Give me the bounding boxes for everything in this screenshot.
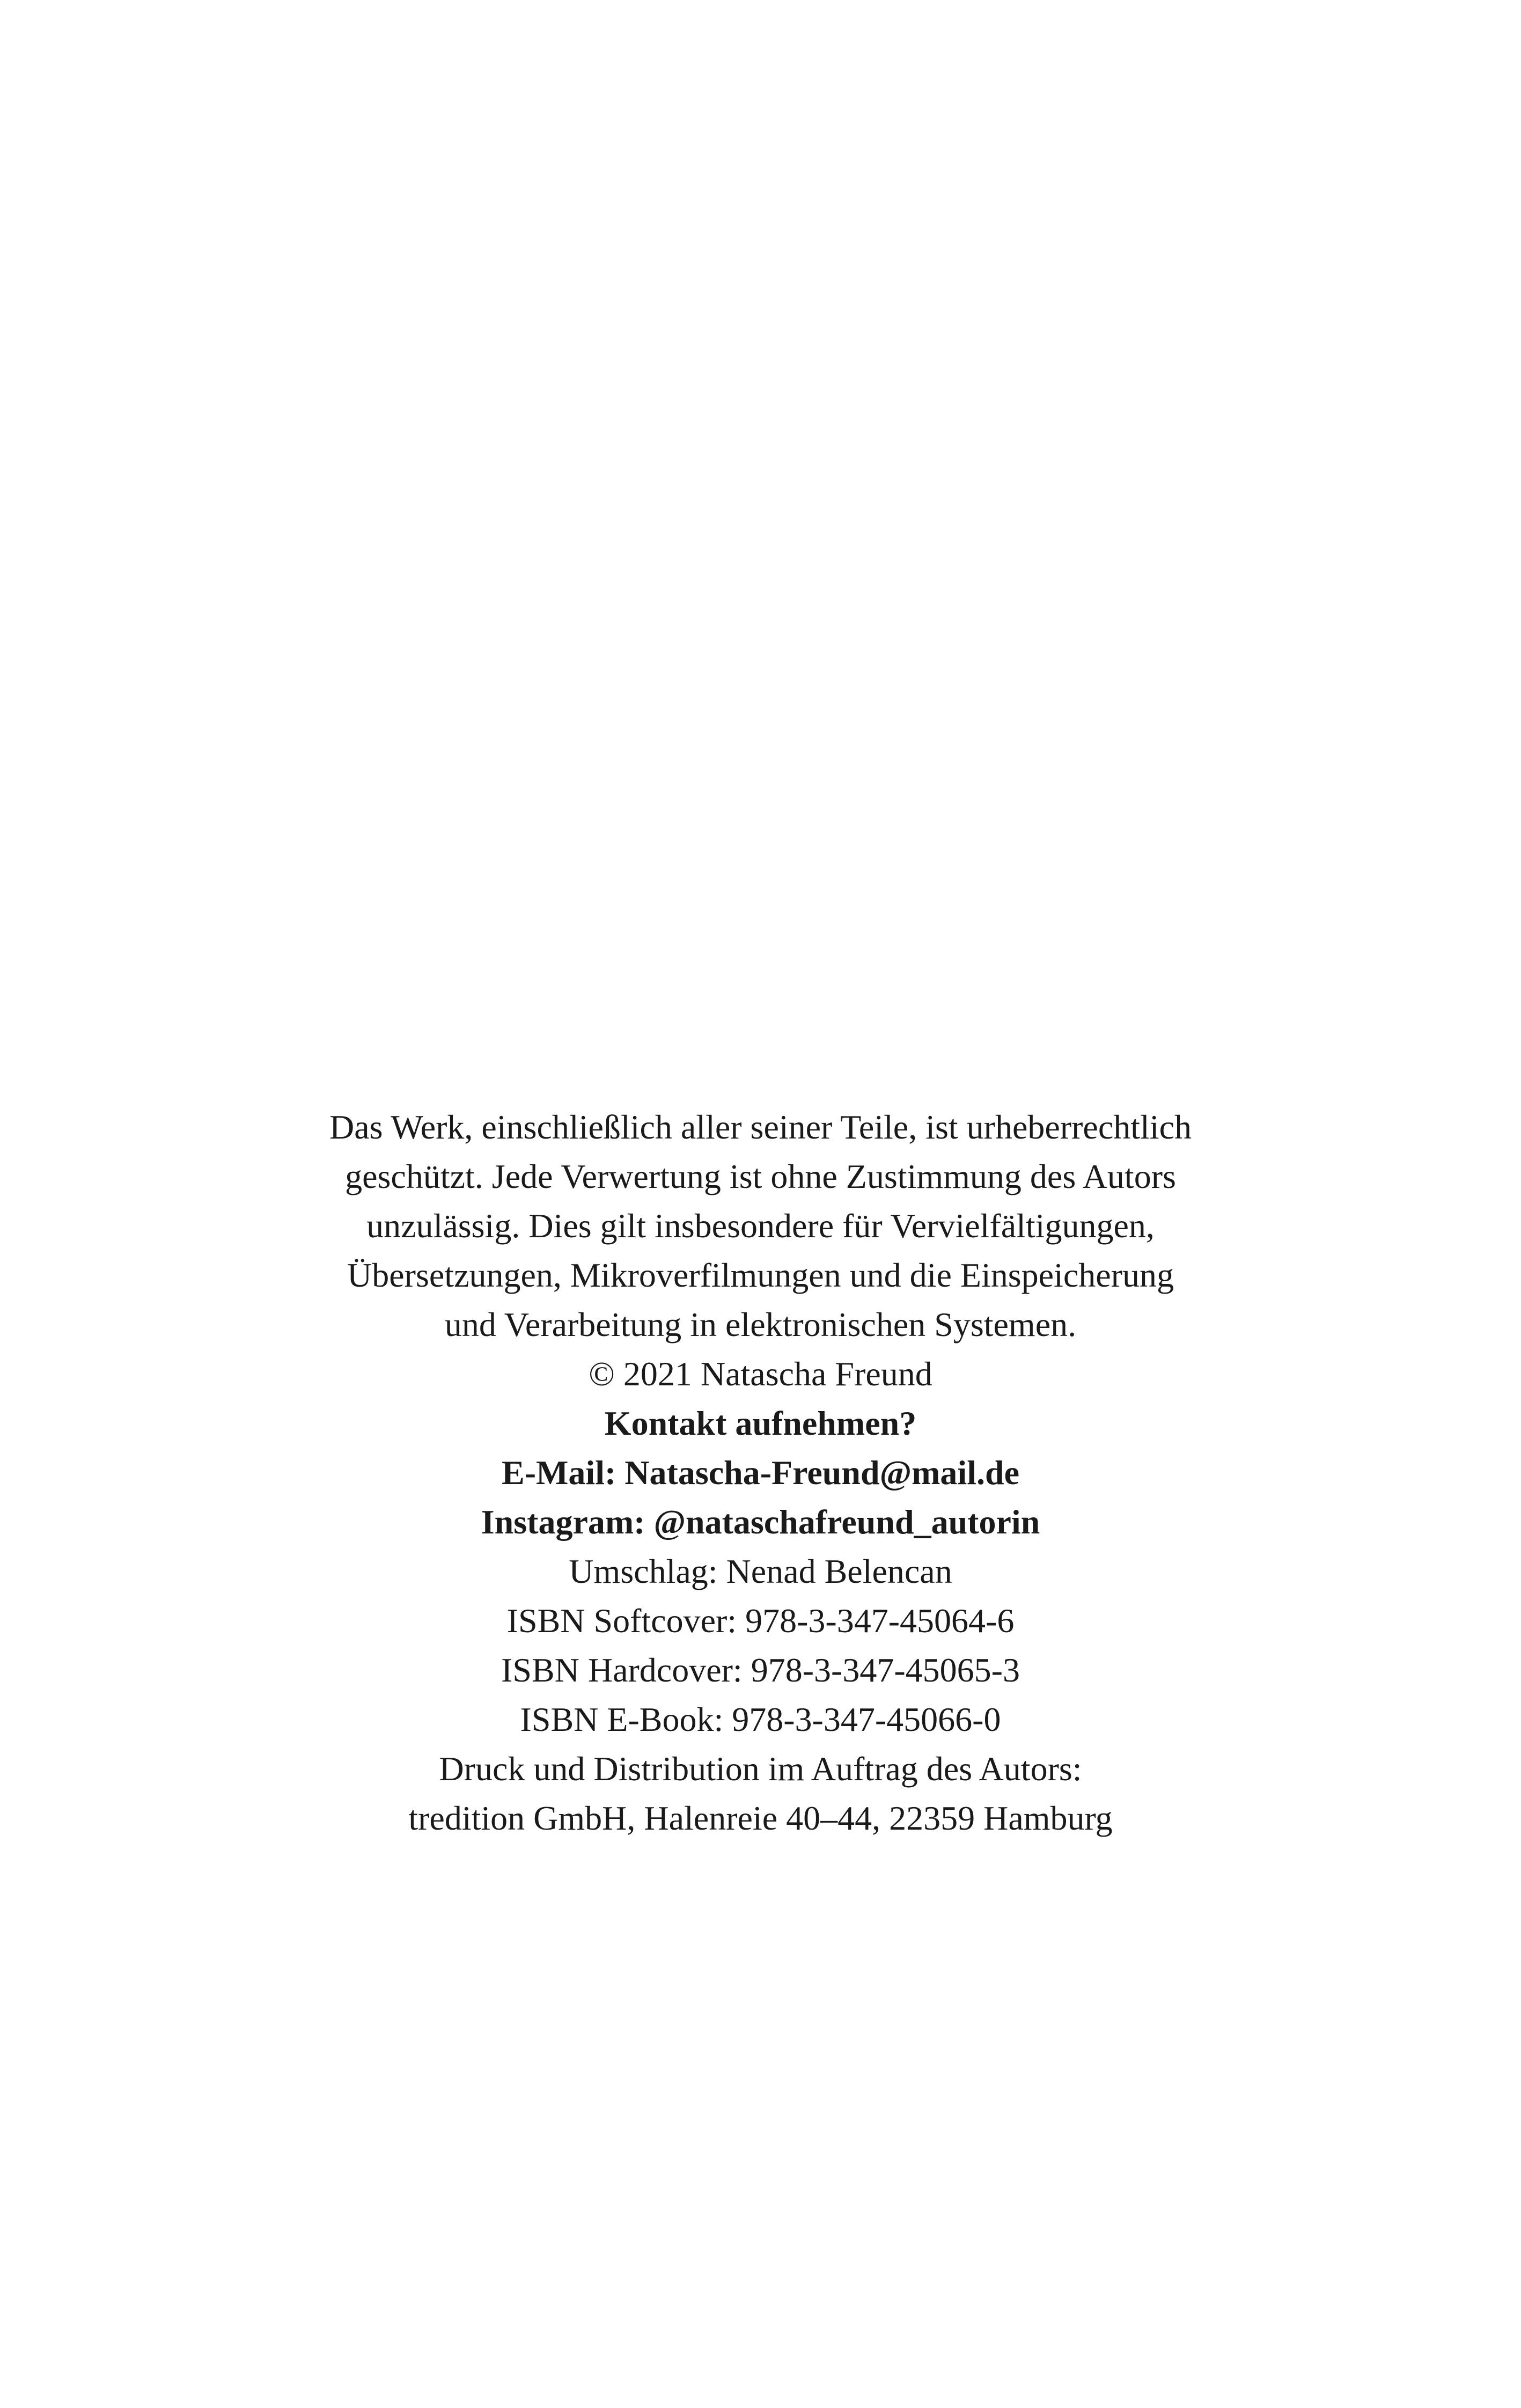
isbn-block (0, 1596, 1521, 1744)
contact-heading: Kontakt aufnehmen? (604, 1404, 917, 1442)
cover-credit: Umschlag: Nenad Belencan (569, 1552, 952, 1590)
isbn-ebook: ISBN E-Book: 978-3-347-45066-0 (520, 1700, 1001, 1738)
isbn-hardcover: ISBN Hardcover: 978-3-347-45065-3 (501, 1651, 1020, 1689)
rights-notice-line: geschützt. Jede Verwertung ist ohne Zustimmung des Autors (345, 1157, 1176, 1195)
printing-info (0, 1744, 1521, 1843)
contact-instagram: Instagram: @nataschafreund_autorin (481, 1503, 1040, 1541)
printing-line: Druck und Distribution im Auftrag des Autors: (439, 1750, 1082, 1788)
rights-notice (0, 1103, 1521, 1349)
rights-notice-line: Das Werk, einschließlich aller seiner Teile, ist urheberrechtlich (329, 1108, 1192, 1146)
printing-publisher-address: tredition GmbH, Halenreie 40–44, 22359 Hamburg (408, 1799, 1113, 1837)
rights-notice-line: unzulässig. Dies gilt insbesondere für Vervielfältigungen, (366, 1207, 1155, 1245)
imprint-page (0, 1103, 1521, 1843)
isbn-softcover: ISBN Softcover: 978-3-347-45064-6 (506, 1602, 1015, 1640)
contact-email: E-Mail: Natascha-Freund@mail.de (502, 1453, 1019, 1492)
copyright-line: © 2021 Natascha Freund (589, 1355, 932, 1393)
rights-notice-line: und Verarbeitung in elektronischen Systemen. (444, 1305, 1077, 1344)
rights-notice-line: Übersetzungen, Mikroverfilmungen und die Einspeicherung (347, 1256, 1174, 1294)
contact-block (0, 1399, 1521, 1547)
